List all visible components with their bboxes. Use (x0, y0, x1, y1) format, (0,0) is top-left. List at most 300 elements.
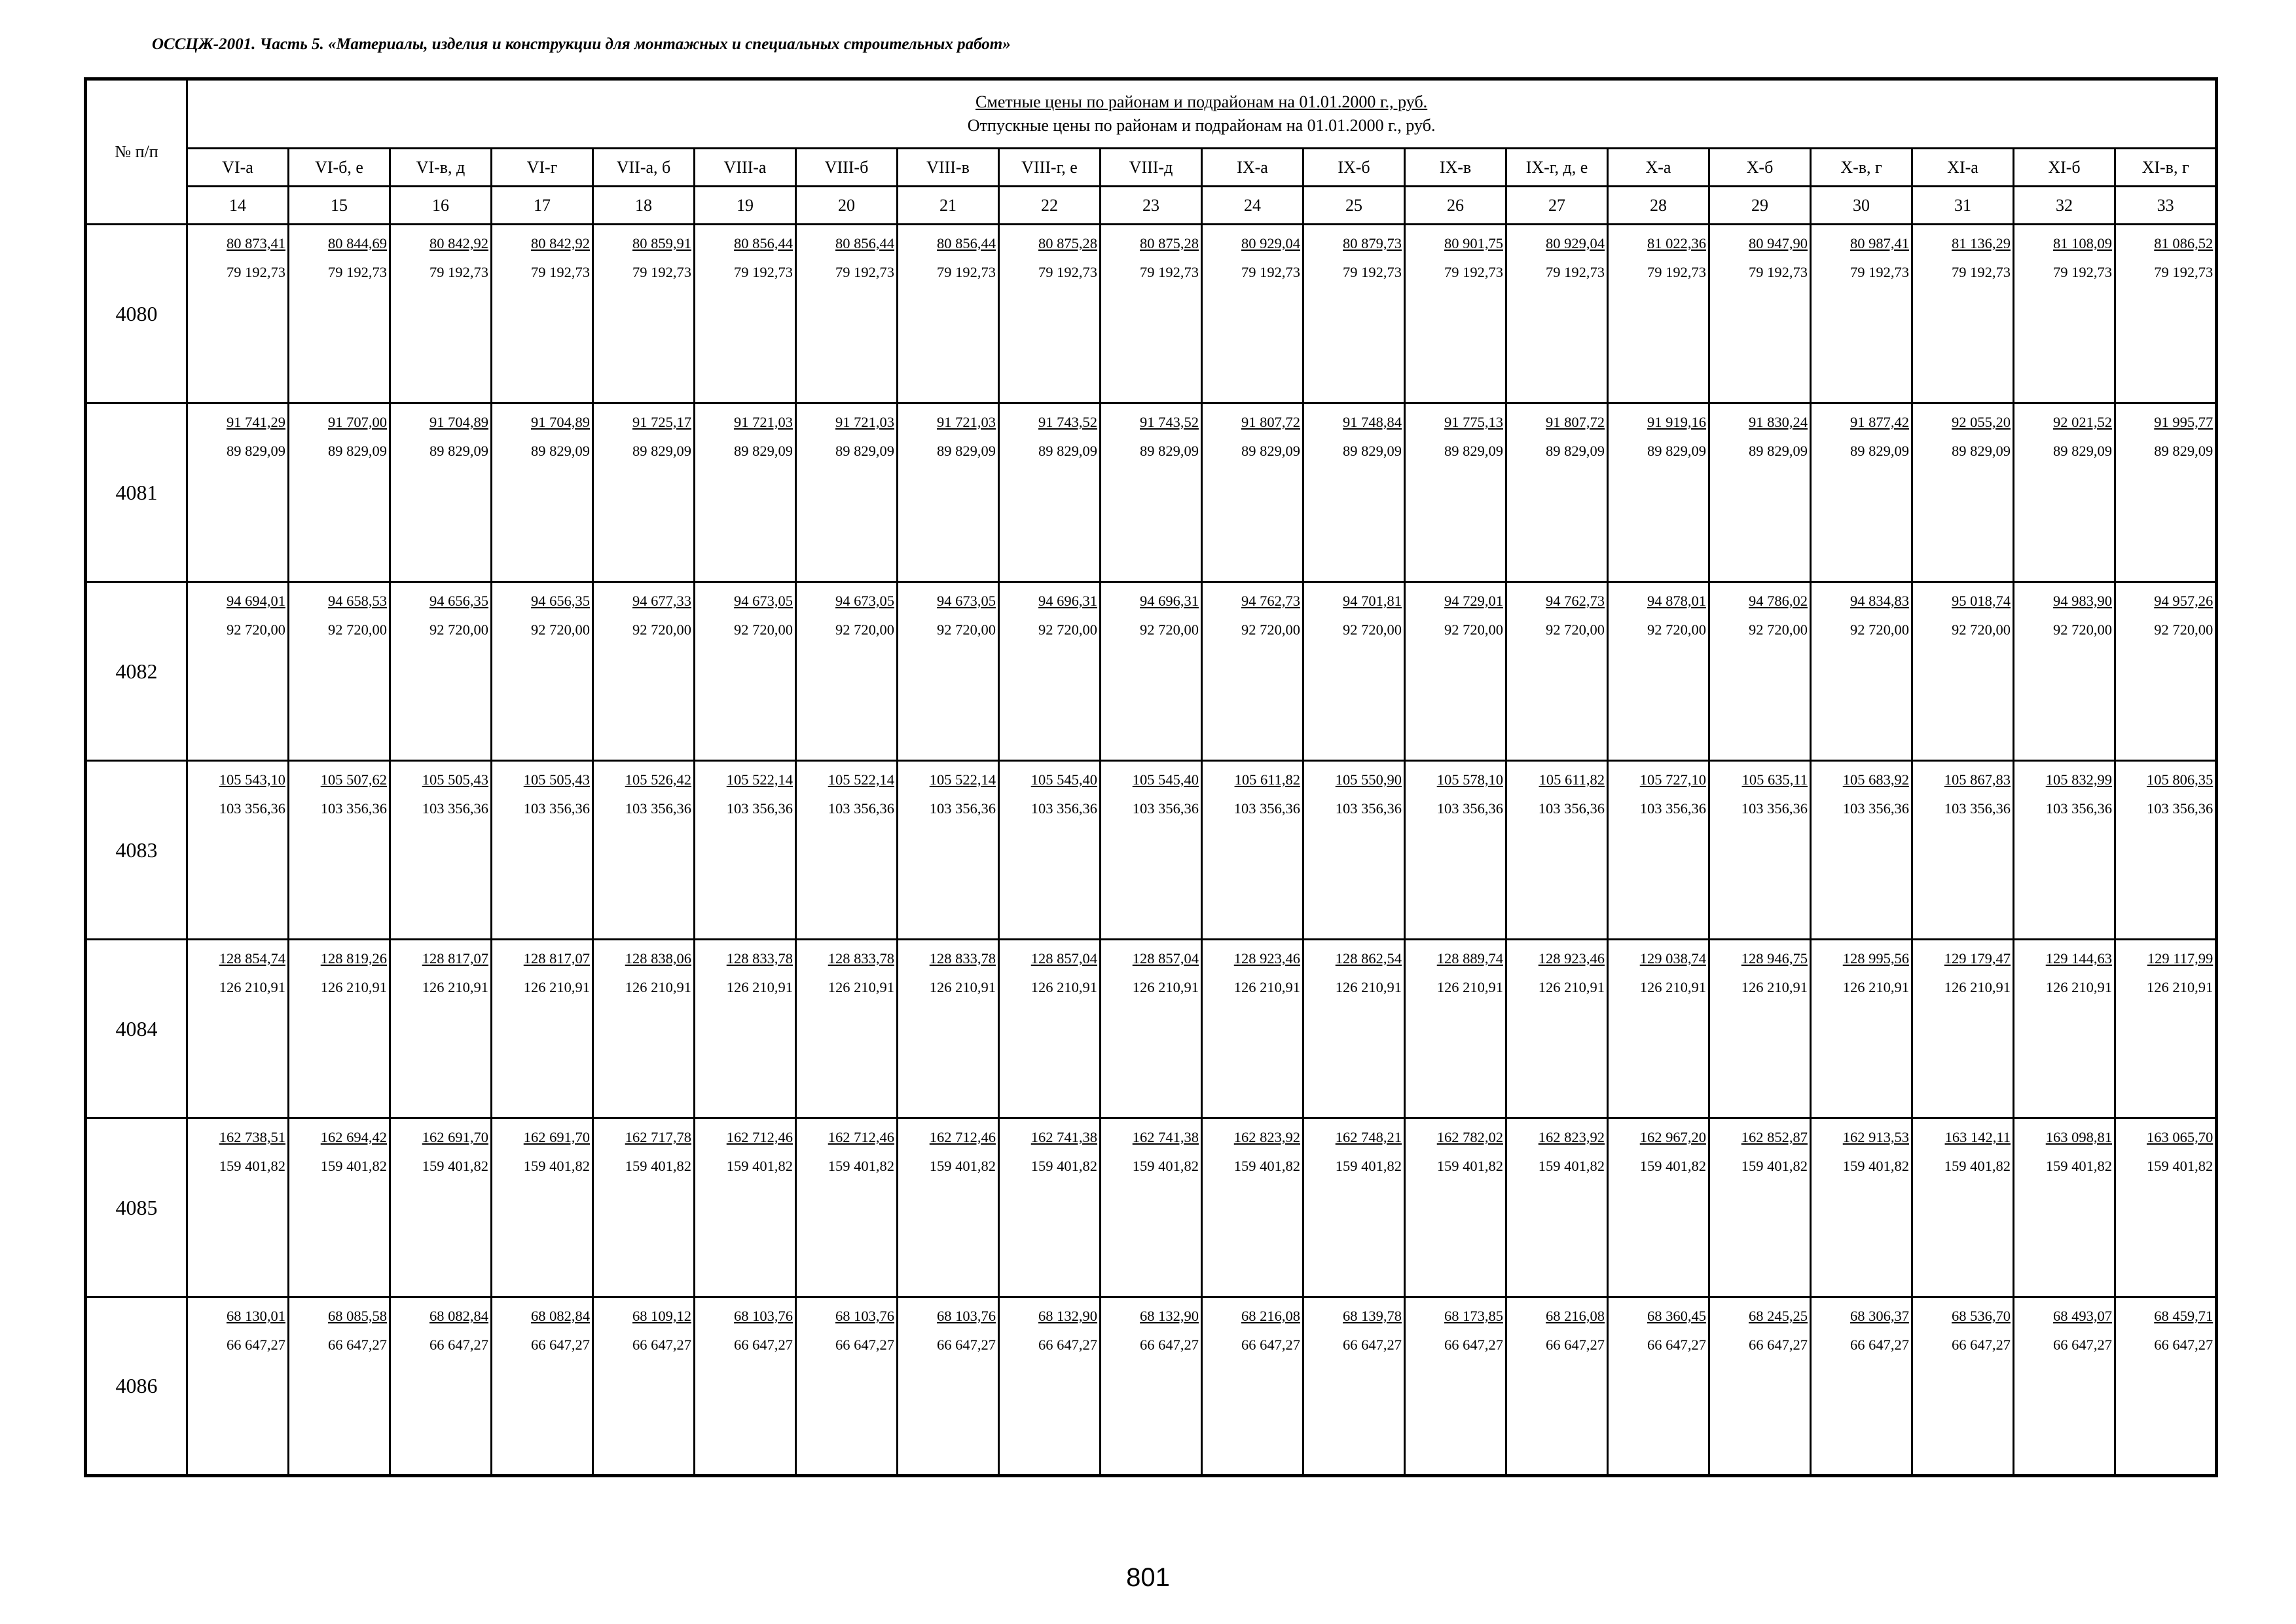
price-cell (593, 940, 695, 1118)
price-cell (1202, 1297, 1303, 1476)
release-price: 66 647,27 (1140, 1337, 1199, 1353)
release-price: 79 192,73 (1647, 264, 1706, 280)
release-price: 89 829,09 (1952, 443, 2011, 459)
release-price: 66 647,27 (1241, 1337, 1300, 1353)
estimate-price: 91 743,52 (1038, 414, 1097, 430)
release-price: 92 720,00 (1647, 621, 1706, 638)
estimate-price: 80 879,73 (1343, 235, 1402, 251)
estimate-price: 128 833,78 (726, 950, 793, 967)
estimate-price: 105 507,62 (320, 771, 387, 788)
district-header-row (86, 149, 2217, 187)
price-cell (1608, 940, 1709, 1118)
district-header: VII-а, б (593, 149, 695, 187)
price-cell (1506, 940, 1608, 1118)
release-price: 103 356,36 (1436, 800, 1503, 817)
price-cell (1202, 761, 1303, 940)
district-header: X-в, г (1811, 149, 1912, 187)
district-header: VI-а (187, 149, 289, 187)
estimate-price: 68 130,01 (227, 1308, 285, 1324)
estimate-price: 91 743,52 (1140, 414, 1199, 430)
price-cell (1303, 403, 1405, 582)
price-cell (999, 940, 1101, 1118)
estimate-price: 129 179,47 (1944, 950, 2011, 967)
estimate-price: 128 817,07 (523, 950, 590, 967)
estimate-price: 105 522,14 (828, 771, 894, 788)
price-cell (796, 403, 898, 582)
table-row (86, 1297, 2217, 1476)
estimate-price: 68 103,76 (734, 1308, 793, 1324)
estimate-price: 162 741,38 (1030, 1129, 1097, 1145)
release-price: 92 720,00 (734, 621, 793, 638)
estimate-price: 94 983,90 (2053, 593, 2112, 609)
price-cell (1608, 1297, 1709, 1476)
release-price: 126 210,91 (828, 979, 894, 995)
estimate-price: 162 913,53 (1842, 1129, 1909, 1145)
estimate-price: 105 545,40 (1132, 771, 1199, 788)
price-cell (1811, 940, 1912, 1118)
estimate-price: 105 550,90 (1335, 771, 1402, 788)
price-cell (999, 225, 1101, 403)
estimate-price: 68 216,08 (1546, 1308, 1605, 1324)
estimate-price: 91 704,89 (531, 414, 590, 430)
release-price: 103 356,36 (828, 800, 894, 817)
estimate-price: 128 923,46 (1538, 950, 1605, 967)
release-price: 159 401,82 (1436, 1158, 1503, 1174)
release-price: 103 356,36 (422, 800, 488, 817)
estimate-price: 91 830,24 (1749, 414, 1808, 430)
estimate-price: 68 493,07 (2053, 1308, 2112, 1324)
column-number: 20 (796, 187, 898, 225)
release-price: 66 647,27 (2154, 1337, 2214, 1353)
price-cell (187, 1118, 289, 1297)
price-cell (999, 582, 1101, 761)
price-cell (898, 225, 999, 403)
district-header: XI-в, г (2115, 149, 2217, 187)
release-price: 103 356,36 (320, 800, 387, 817)
estimate-price: 94 834,83 (1850, 593, 1909, 609)
column-number: 27 (1506, 187, 1608, 225)
district-header: IX-б (1303, 149, 1405, 187)
price-cell (1303, 940, 1405, 1118)
price-cell (1912, 225, 2014, 403)
price-cell (289, 225, 390, 403)
release-price: 159 401,82 (320, 1158, 387, 1174)
price-cell (1912, 403, 2014, 582)
release-price: 79 192,73 (1038, 264, 1097, 280)
release-price: 89 829,09 (1546, 443, 1605, 459)
price-cell (1709, 1297, 1811, 1476)
price-cell (187, 225, 289, 403)
estimate-price: 91 704,89 (429, 414, 488, 430)
price-cell (1709, 582, 1811, 761)
estimate-price: 162 852,87 (1741, 1129, 1808, 1145)
release-price: 79 192,73 (1343, 264, 1402, 280)
id-column-header: № п/п (86, 79, 187, 225)
price-cell (796, 582, 898, 761)
price-cell (492, 1118, 593, 1297)
price-cell (1506, 761, 1608, 940)
row-id: 4082 (86, 582, 187, 761)
estimate-price: 162 691,70 (422, 1129, 488, 1145)
release-price: 66 647,27 (328, 1337, 387, 1353)
release-price: 92 720,00 (328, 621, 387, 638)
release-price: 89 829,09 (1749, 443, 1808, 459)
estimate-price: 80 929,04 (1546, 235, 1605, 251)
estimate-price: 94 762,73 (1546, 593, 1605, 609)
release-price: 79 192,73 (1241, 264, 1300, 280)
price-cell (999, 403, 1101, 582)
column-number: 19 (695, 187, 796, 225)
price-cell (1202, 582, 1303, 761)
release-price: 159 401,82 (1538, 1158, 1605, 1174)
price-cell (593, 761, 695, 940)
table-row (86, 403, 2217, 582)
district-header: VI-в, д (390, 149, 492, 187)
estimate-price: 91 919,16 (1647, 414, 1706, 430)
estimate-price: 80 856,44 (835, 235, 894, 251)
column-number: 22 (999, 187, 1101, 225)
price-cell (898, 940, 999, 1118)
release-price: 66 647,27 (632, 1337, 691, 1353)
district-header: XI-а (1912, 149, 2014, 187)
release-price: 92 720,00 (531, 621, 590, 638)
price-cell (1202, 403, 1303, 582)
column-number: 31 (1912, 187, 2014, 225)
district-header: XI-б (2014, 149, 2115, 187)
release-price: 92 720,00 (1343, 621, 1402, 638)
release-price: 92 720,00 (1952, 621, 2011, 638)
estimate-price: 94 786,02 (1749, 593, 1808, 609)
estimate-price: 92 021,52 (2053, 414, 2112, 430)
estimate-price: 128 854,74 (219, 950, 285, 967)
estimate-price: 68 085,58 (328, 1308, 387, 1324)
estimate-price: 128 857,04 (1132, 950, 1199, 967)
column-number: 21 (898, 187, 999, 225)
table-row (86, 582, 2217, 761)
estimate-price: 80 842,92 (531, 235, 590, 251)
release-price: 126 210,91 (1233, 979, 1300, 995)
estimate-price: 68 360,45 (1647, 1308, 1706, 1324)
price-cell (1811, 403, 1912, 582)
price-cell (1506, 1118, 1608, 1297)
price-cell (1506, 225, 1608, 403)
price-cell (695, 225, 796, 403)
estimate-price: 80 901,75 (1444, 235, 1503, 251)
release-price: 92 720,00 (2053, 621, 2112, 638)
release-price: 66 647,27 (937, 1337, 996, 1353)
release-price: 103 356,36 (1741, 800, 1808, 817)
estimate-price: 68 139,78 (1343, 1308, 1402, 1324)
price-cell (1709, 761, 1811, 940)
price-cell (2115, 225, 2217, 403)
row-id: 4083 (86, 761, 187, 940)
estimate-price: 128 946,75 (1741, 950, 1808, 967)
estimate-price: 94 701,81 (1343, 593, 1402, 609)
release-price: 89 829,09 (734, 443, 793, 459)
estimate-price: 162 738,51 (219, 1129, 285, 1145)
release-price: 92 720,00 (1850, 621, 1909, 638)
estimate-price: 94 694,01 (227, 593, 285, 609)
estimate-price: 129 117,99 (2147, 950, 2214, 967)
release-price: 103 356,36 (1030, 800, 1097, 817)
price-cell (1912, 940, 2014, 1118)
estimate-price: 105 545,40 (1030, 771, 1097, 788)
release-price: 89 829,09 (835, 443, 894, 459)
price-cell (2014, 225, 2115, 403)
estimate-price: 128 889,74 (1436, 950, 1503, 967)
release-price: 103 356,36 (929, 800, 996, 817)
release-price: 103 356,36 (2045, 800, 2112, 817)
estimate-price: 105 578,10 (1436, 771, 1503, 788)
release-price: 92 720,00 (1140, 621, 1199, 638)
release-price: 79 192,73 (531, 264, 590, 280)
release-price: 89 829,09 (531, 443, 590, 459)
estimate-price: 128 862,54 (1335, 950, 1402, 967)
release-price: 126 210,91 (1335, 979, 1402, 995)
price-cell (492, 940, 593, 1118)
price-cell (289, 582, 390, 761)
estimate-price: 105 611,82 (1539, 771, 1605, 788)
column-number: 33 (2115, 187, 2217, 225)
release-price: 92 720,00 (835, 621, 894, 638)
price-cell (2115, 1297, 2217, 1476)
price-cell (1709, 1118, 1811, 1297)
price-cell (1202, 225, 1303, 403)
release-price: 159 401,82 (2146, 1158, 2214, 1174)
release-price: 126 210,91 (1639, 979, 1706, 995)
district-header: VIII-в (898, 149, 999, 187)
estimate-price: 91 748,84 (1343, 414, 1402, 430)
release-price: 89 829,09 (2154, 443, 2214, 459)
estimate-price: 128 857,04 (1030, 950, 1097, 967)
price-cell (1608, 225, 1709, 403)
column-number: 30 (1811, 187, 1912, 225)
price-cell (289, 1118, 390, 1297)
release-price: 79 192,73 (734, 264, 793, 280)
release-price: 79 192,73 (429, 264, 488, 280)
estimate-price: 91 995,77 (2154, 414, 2214, 430)
estimate-price: 105 526,42 (625, 771, 691, 788)
estimate-price: 68 173,85 (1444, 1308, 1503, 1324)
price-cell (1303, 1297, 1405, 1476)
table-row (86, 761, 2217, 940)
release-price: 103 356,36 (1538, 800, 1605, 817)
release-price: 92 720,00 (1241, 621, 1300, 638)
price-cell (593, 1118, 695, 1297)
estimate-price: 94 673,05 (734, 593, 793, 609)
estimate-price: 162 691,70 (523, 1129, 590, 1145)
estimate-price: 128 838,06 (625, 950, 691, 967)
release-price: 159 401,82 (422, 1158, 488, 1174)
price-cell (1709, 940, 1811, 1118)
release-price: 126 210,91 (726, 979, 793, 995)
district-header: IX-г, д, е (1506, 149, 1608, 187)
district-header: X-б (1709, 149, 1811, 187)
release-price: 159 401,82 (523, 1158, 590, 1174)
estimate-price: 94 658,53 (328, 593, 387, 609)
column-number-row (86, 187, 2217, 225)
price-cell (1303, 761, 1405, 940)
row-id: 4084 (86, 940, 187, 1118)
price-cell (1608, 403, 1709, 582)
release-price: 126 210,91 (1132, 979, 1199, 995)
price-cell (1101, 940, 1202, 1118)
estimate-price: 162 782,02 (1436, 1129, 1503, 1145)
estimate-price: 94 656,35 (429, 593, 488, 609)
release-price: 79 192,73 (835, 264, 894, 280)
price-cell (1709, 403, 1811, 582)
release-price: 66 647,27 (1850, 1337, 1909, 1353)
release-price: 92 720,00 (1444, 621, 1503, 638)
release-price: 103 356,36 (2146, 800, 2214, 817)
price-cell (390, 582, 492, 761)
release-price: 89 829,09 (937, 443, 996, 459)
release-price: 92 720,00 (632, 621, 691, 638)
price-cell (1405, 403, 1506, 582)
estimate-price: 105 522,14 (726, 771, 793, 788)
release-price: 126 210,91 (2045, 979, 2112, 995)
price-cell (898, 582, 999, 761)
release-price: 126 210,91 (1538, 979, 1605, 995)
estimate-price: 80 859,91 (632, 235, 691, 251)
release-price: 126 210,91 (320, 979, 387, 995)
price-cell (796, 1118, 898, 1297)
price-cell (1303, 225, 1405, 403)
price-cell (898, 1118, 999, 1297)
release-price: 103 356,36 (625, 800, 691, 817)
estimate-price: 162 694,42 (320, 1129, 387, 1145)
estimate-price: 94 729,01 (1444, 593, 1503, 609)
estimate-price: 105 727,10 (1639, 771, 1706, 788)
document-header: ОССЦЖ-2001. Часть 5. «Материалы, изделия и конструкции для монтажных и специальных строительных работ» (152, 35, 1011, 53)
table-row (86, 225, 2217, 403)
estimate-price: 68 109,12 (632, 1308, 691, 1324)
estimate-price: 91 807,72 (1546, 414, 1605, 430)
estimate-price: 94 673,05 (835, 593, 894, 609)
release-price: 159 401,82 (828, 1158, 894, 1174)
estimate-price: 128 923,46 (1233, 950, 1300, 967)
release-price: 66 647,27 (1647, 1337, 1706, 1353)
release-price: 126 210,91 (2146, 979, 2214, 995)
release-price: 89 829,09 (328, 443, 387, 459)
estimate-price: 162 717,78 (625, 1129, 691, 1145)
price-cell (187, 582, 289, 761)
price-cell (796, 940, 898, 1118)
district-header: VIII-б (796, 149, 898, 187)
column-number: 28 (1608, 187, 1709, 225)
price-cell (695, 761, 796, 940)
release-price: 79 192,73 (227, 264, 285, 280)
estimate-price: 68 536,70 (1952, 1308, 2011, 1324)
release-price: 89 829,09 (1444, 443, 1503, 459)
release-price: 66 647,27 (1546, 1337, 1605, 1353)
price-cell (1912, 761, 2014, 940)
release-price: 89 829,09 (2053, 443, 2112, 459)
release-price: 79 192,73 (1749, 264, 1808, 280)
district-header: VIII-г, е (999, 149, 1101, 187)
table-row (86, 940, 2217, 1118)
estimate-price: 68 459,71 (2154, 1308, 2214, 1324)
price-cell (1405, 1118, 1506, 1297)
price-cell (289, 940, 390, 1118)
district-header: VI-б, е (289, 149, 390, 187)
estimate-price: 91 725,17 (632, 414, 691, 430)
release-price: 79 192,73 (632, 264, 691, 280)
estimate-price: 128 833,78 (929, 950, 996, 967)
estimate-price: 129 144,63 (2045, 950, 2112, 967)
release-price: 126 210,91 (1842, 979, 1909, 995)
estimate-price: 94 957,26 (2154, 593, 2214, 609)
price-cell (390, 1297, 492, 1476)
release-price: 159 401,82 (1030, 1158, 1097, 1174)
estimate-price: 162 712,46 (828, 1129, 894, 1145)
release-price: 126 210,91 (1030, 979, 1097, 995)
release-price: 92 720,00 (429, 621, 488, 638)
price-cell (1101, 1297, 1202, 1476)
release-price: 159 401,82 (2045, 1158, 2112, 1174)
district-header: X-а (1608, 149, 1709, 187)
price-cell (1303, 582, 1405, 761)
column-number: 26 (1405, 187, 1506, 225)
release-price: 103 356,36 (726, 800, 793, 817)
release-price: 79 192,73 (2154, 264, 2214, 280)
release-price: 159 401,82 (219, 1158, 285, 1174)
release-price: 126 210,91 (929, 979, 996, 995)
price-cell (2014, 940, 2115, 1118)
estimate-price: 105 832,99 (2045, 771, 2112, 788)
column-number: 32 (2014, 187, 2115, 225)
price-cell (1608, 761, 1709, 940)
estimate-price: 163 065,70 (2146, 1129, 2214, 1145)
price-cell (1608, 1118, 1709, 1297)
price-cell (1506, 1297, 1608, 1476)
estimate-price: 91 721,03 (734, 414, 793, 430)
release-price: 79 192,73 (1444, 264, 1503, 280)
row-id: 4081 (86, 403, 187, 582)
column-number: 16 (390, 187, 492, 225)
price-cell (187, 940, 289, 1118)
price-cell (492, 225, 593, 403)
price-cell (390, 225, 492, 403)
release-price: 159 401,82 (1132, 1158, 1199, 1174)
row-id: 4080 (86, 225, 187, 403)
price-cell (1506, 403, 1608, 582)
page-number: 801 (1126, 1563, 1170, 1592)
price-cell (2115, 1118, 2217, 1297)
estimate-price: 163 142,11 (1944, 1129, 2011, 1145)
estimate-price: 80 987,41 (1850, 235, 1909, 251)
release-price: 79 192,73 (2053, 264, 2112, 280)
column-number: 24 (1202, 187, 1303, 225)
estimate-price: 128 817,07 (422, 950, 488, 967)
release-price: 159 401,82 (1639, 1158, 1706, 1174)
estimate-price: 68 103,76 (937, 1308, 996, 1324)
price-cell (898, 1297, 999, 1476)
price-cell (1101, 582, 1202, 761)
estimate-price: 94 696,31 (1038, 593, 1097, 609)
release-price: 159 401,82 (625, 1158, 691, 1174)
release-price: 92 720,00 (1749, 621, 1808, 638)
release-price: 159 401,82 (1944, 1158, 2011, 1174)
release-price: 66 647,27 (1038, 1337, 1097, 1353)
column-number: 23 (1101, 187, 1202, 225)
price-cell (187, 403, 289, 582)
estimate-price: 94 673,05 (937, 593, 996, 609)
release-price: 159 401,82 (1233, 1158, 1300, 1174)
estimate-price: 163 098,81 (2045, 1129, 2112, 1145)
release-prices-header: Отпускные цены по районам и подрайонам на 01.01.2000 г., руб. (967, 116, 1436, 135)
release-price: 66 647,27 (531, 1337, 590, 1353)
